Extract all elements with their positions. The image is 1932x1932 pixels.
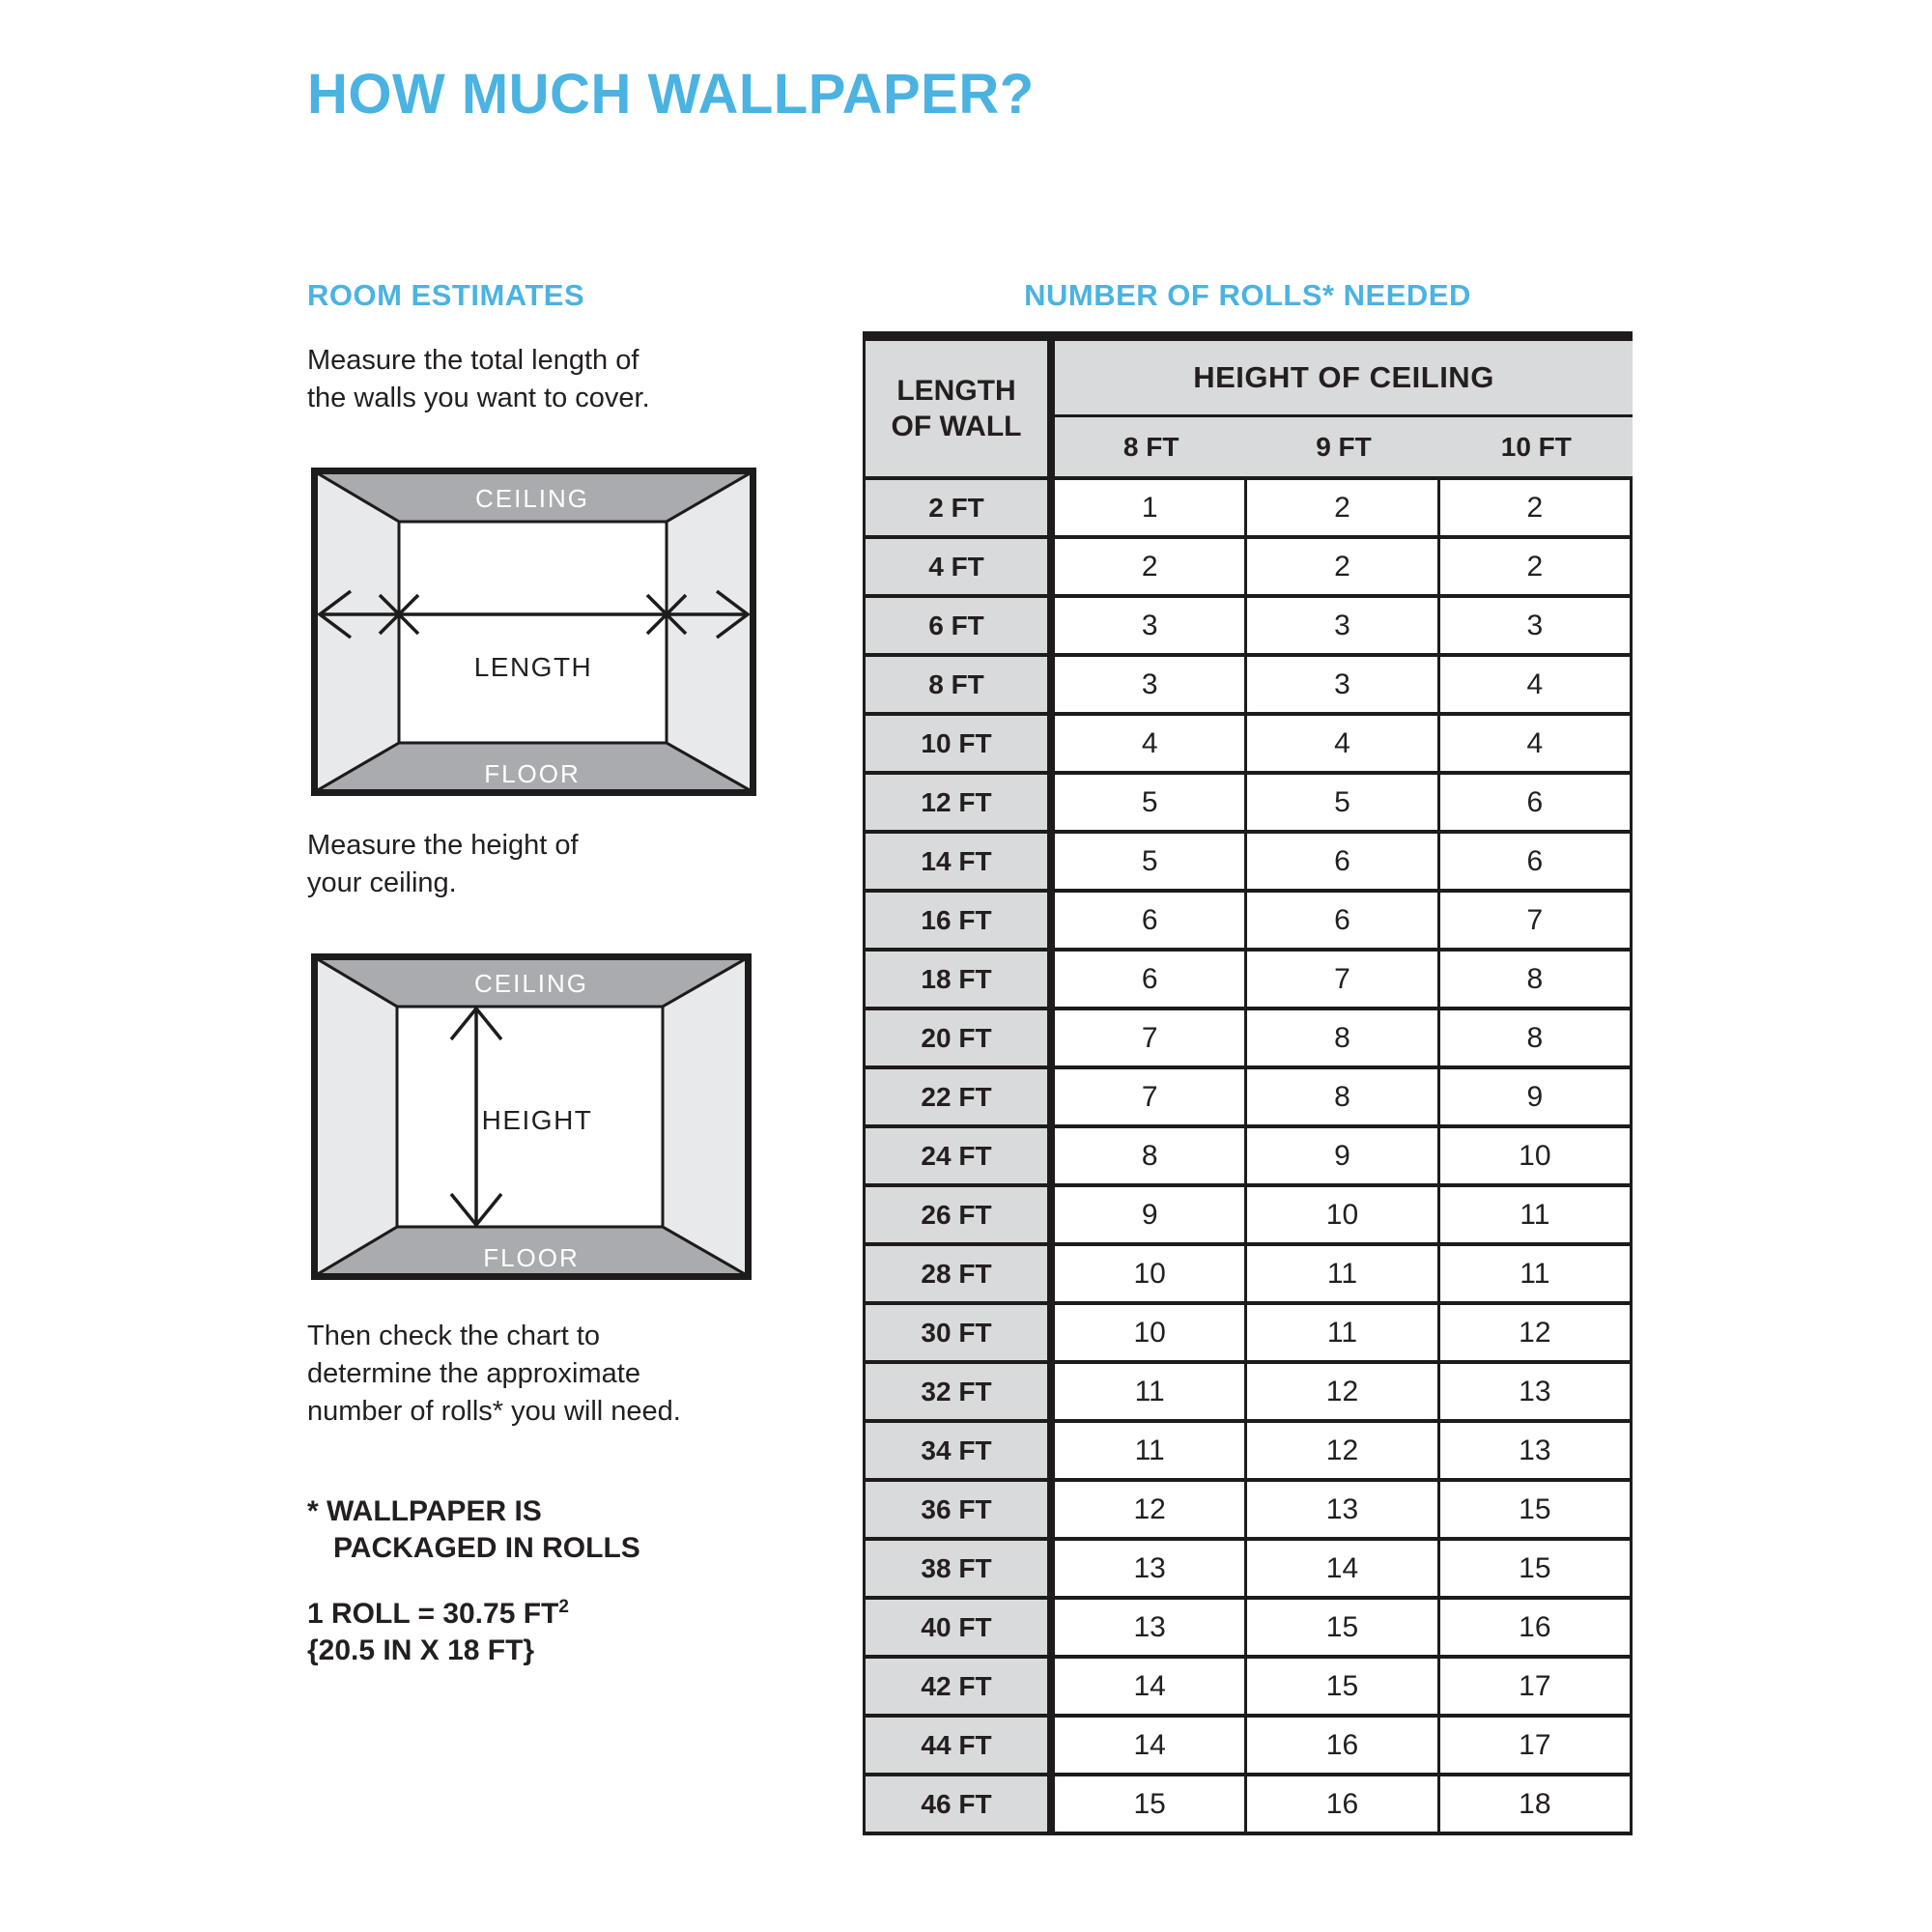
- roll-count-cell: 3: [1055, 598, 1247, 657]
- table-header-row: [866, 341, 1633, 417]
- roll-count-cell: 15: [1440, 1541, 1633, 1600]
- room-height-diagram: [311, 953, 752, 1280]
- table-row: [866, 539, 1633, 598]
- body-text-line: Then check the chart to: [307, 1321, 601, 1351]
- page-title: HOW MUCH WALLPAPER?: [307, 63, 1035, 126]
- room-length-diagram: [311, 468, 756, 796]
- roll-count-cell: 14: [1055, 1659, 1247, 1718]
- body-text-line: Measure the total length of: [307, 345, 639, 376]
- body-text-line: number of rolls* you will need.: [307, 1396, 681, 1427]
- roll-count-cell: 4: [1247, 716, 1439, 775]
- wall-length-cell: 32 FT: [866, 1364, 1055, 1423]
- wall-length-cell: 28 FT: [866, 1246, 1055, 1305]
- roll-count-cell: 1: [1055, 480, 1247, 539]
- wall-length-cell: 46 FT: [866, 1776, 1055, 1835]
- wall-length-cell: 38 FT: [866, 1541, 1055, 1600]
- wall-length-cell: 24 FT: [866, 1128, 1055, 1187]
- roll-count-cell: 2: [1055, 539, 1247, 598]
- footnote-line: PACKAGED IN ROLLS: [333, 1532, 640, 1564]
- roll-count-cell: 13: [1055, 1541, 1247, 1600]
- table-row: [866, 480, 1633, 539]
- roll-size-line: {20.5 IN X 18 FT}: [307, 1634, 535, 1666]
- roll-count-cell: 2: [1247, 480, 1439, 539]
- length-label: LENGTH: [473, 652, 593, 682]
- roll-count-cell: 5: [1055, 834, 1247, 893]
- roll-count-cell: 13: [1440, 1423, 1633, 1482]
- table-row: [866, 893, 1633, 952]
- left-wall-surface: [316, 958, 397, 1275]
- ceiling-9ft-header: 9 FT: [1247, 417, 1439, 480]
- wall-length-cell: 2 FT: [866, 480, 1055, 539]
- right-wall-surface: [667, 472, 752, 791]
- table-row: [866, 1482, 1633, 1541]
- roll-count-cell: 15: [1247, 1659, 1439, 1718]
- body-text-line: Measure the height of: [307, 830, 579, 861]
- roll-count-cell: 10: [1055, 1246, 1247, 1305]
- squared-superscript: 2: [558, 1597, 569, 1617]
- roll-count-cell: 16: [1440, 1600, 1633, 1659]
- roll-count-cell: 5: [1055, 775, 1247, 834]
- wall-length-cell: 30 FT: [866, 1305, 1055, 1364]
- roll-count-cell: 6: [1055, 952, 1247, 1010]
- roll-count-cell: 13: [1055, 1600, 1247, 1659]
- body-text-line: determine the approximate: [307, 1358, 640, 1389]
- roll-count-cell: 9: [1247, 1128, 1439, 1187]
- table-row: [866, 716, 1633, 775]
- length-of-wall-header: LENGTH OF WALL: [866, 341, 1055, 480]
- table-row: [866, 657, 1633, 716]
- wall-length-cell: 4 FT: [866, 539, 1055, 598]
- wall-length-cell: 36 FT: [866, 1482, 1055, 1541]
- roll-count-cell: 7: [1055, 1010, 1247, 1069]
- roll-count-cell: 6: [1440, 775, 1633, 834]
- floor-label: FLOOR: [484, 759, 581, 788]
- rolls-table: [863, 331, 1633, 1835]
- roll-count-cell: 5: [1247, 775, 1439, 834]
- roll-count-cell: 14: [1055, 1718, 1247, 1776]
- measure-length-paragraph: [307, 342, 650, 417]
- roll-count-cell: 12: [1055, 1482, 1247, 1541]
- wall-length-cell: 10 FT: [866, 716, 1055, 775]
- table-row: [866, 1659, 1633, 1718]
- wall-length-cell: 16 FT: [866, 893, 1055, 952]
- roll-count-cell: 15: [1055, 1776, 1247, 1835]
- roll-count-cell: 8: [1247, 1010, 1439, 1069]
- roll-count-cell: 4: [1055, 716, 1247, 775]
- wall-length-cell: 14 FT: [866, 834, 1055, 893]
- roll-count-cell: 16: [1247, 1776, 1439, 1835]
- roll-count-cell: 17: [1440, 1659, 1633, 1718]
- roll-count-cell: 12: [1440, 1305, 1633, 1364]
- ceiling-10ft-header: 10 FT: [1440, 417, 1633, 480]
- measure-height-paragraph: [307, 827, 579, 902]
- wall-length-cell: 20 FT: [866, 1010, 1055, 1069]
- roll-count-cell: 11: [1055, 1364, 1247, 1423]
- table-row: [866, 1305, 1633, 1364]
- roll-count-cell: 16: [1247, 1718, 1439, 1776]
- table-row: [866, 1187, 1633, 1246]
- wall-length-cell: 12 FT: [866, 775, 1055, 834]
- wall-length-cell: 42 FT: [866, 1659, 1055, 1718]
- ceiling-8ft-header: 8 FT: [1055, 417, 1247, 480]
- roll-count-cell: 13: [1440, 1364, 1633, 1423]
- roll-count-cell: 3: [1440, 598, 1633, 657]
- roll-count-cell: 4: [1440, 716, 1633, 775]
- roll-count-cell: 8: [1247, 1069, 1439, 1128]
- wall-length-cell: 18 FT: [866, 952, 1055, 1010]
- wall-length-cell: 22 FT: [866, 1069, 1055, 1128]
- roll-count-cell: 7: [1440, 893, 1633, 952]
- roll-count-cell: 9: [1440, 1069, 1633, 1128]
- roll-count-cell: 11: [1055, 1423, 1247, 1482]
- roll-count-cell: 12: [1247, 1423, 1439, 1482]
- roll-count-cell: 15: [1247, 1600, 1439, 1659]
- body-text-line: your ceiling.: [307, 867, 457, 898]
- roll-count-cell: 9: [1055, 1187, 1247, 1246]
- table-row: [866, 1423, 1633, 1482]
- table-row: [866, 1600, 1633, 1659]
- roll-count-cell: 11: [1440, 1246, 1633, 1305]
- roll-count-cell: 3: [1055, 657, 1247, 716]
- rolls-needed-heading: NUMBER OF ROLLS* NEEDED: [1024, 278, 1471, 312]
- right-wall-surface: [663, 958, 747, 1275]
- roll-count-cell: 13: [1247, 1482, 1439, 1541]
- left-wall-surface: [316, 472, 399, 791]
- back-wall-surface: [399, 522, 667, 743]
- footnote-line: * WALLPAPER IS: [307, 1495, 542, 1527]
- roll-count-cell: 10: [1055, 1305, 1247, 1364]
- height-of-ceiling-header: HEIGHT OF CEILING: [1055, 341, 1633, 417]
- ceiling-label: CEILING: [473, 969, 589, 998]
- height-label: HEIGHT: [481, 1105, 593, 1135]
- roll-count-cell: 2: [1440, 539, 1633, 598]
- roll-count-cell: 7: [1055, 1069, 1247, 1128]
- roll-count-cell: 17: [1440, 1718, 1633, 1776]
- roll-count-cell: 4: [1440, 657, 1633, 716]
- wallpaper-rolls-footnote: [307, 1493, 640, 1567]
- roll-count-cell: 2: [1440, 480, 1633, 539]
- roll-count-cell: 10: [1247, 1187, 1439, 1246]
- roll-count-cell: 8: [1055, 1128, 1247, 1187]
- roll-count-cell: 8: [1440, 952, 1633, 1010]
- roll-count-cell: 15: [1440, 1482, 1633, 1541]
- body-text-line: the walls you want to cover.: [307, 383, 650, 413]
- roll-count-cell: 11: [1247, 1305, 1439, 1364]
- roll-count-cell: 11: [1440, 1187, 1633, 1246]
- wall-length-cell: 44 FT: [866, 1718, 1055, 1776]
- table-row: [866, 1069, 1633, 1128]
- roll-count-cell: 2: [1247, 539, 1439, 598]
- wall-length-cell: 26 FT: [866, 1187, 1055, 1246]
- table-row: [866, 598, 1633, 657]
- roll-count-cell: 11: [1247, 1246, 1439, 1305]
- table-row: [866, 1541, 1633, 1600]
- table-row: [866, 1128, 1633, 1187]
- rolls-table-body: [866, 480, 1633, 1835]
- roll-size-line: 1 ROLL = 30.75 $FT^2$: [307, 1597, 569, 1630]
- roll-count-cell: 6: [1440, 834, 1633, 893]
- roll-count-cell: 7: [1247, 952, 1439, 1010]
- check-chart-paragraph: [307, 1318, 681, 1431]
- wall-length-cell: 6 FT: [866, 598, 1055, 657]
- roll-count-cell: 6: [1247, 893, 1439, 952]
- roll-count-cell: 18: [1440, 1776, 1633, 1835]
- wall-length-cell: 8 FT: [866, 657, 1055, 716]
- roll-count-cell: 10: [1440, 1128, 1633, 1187]
- ceiling-label: CEILING: [474, 484, 590, 513]
- roll-count-cell: 14: [1247, 1541, 1439, 1600]
- roll-count-cell: 6: [1055, 893, 1247, 952]
- table-row: [866, 1364, 1633, 1423]
- wall-length-cell: 34 FT: [866, 1423, 1055, 1482]
- table-row: [866, 1776, 1633, 1835]
- table-row: [866, 1718, 1633, 1776]
- table-row: [866, 1246, 1633, 1305]
- floor-label: FLOOR: [483, 1243, 580, 1272]
- wall-length-cell: 40 FT: [866, 1600, 1055, 1659]
- roll-count-cell: 3: [1247, 657, 1439, 716]
- room-estimates-heading: ROOM ESTIMATES: [307, 278, 585, 312]
- table-row: [866, 775, 1633, 834]
- table-row: [866, 952, 1633, 1010]
- roll-count-cell: 6: [1247, 834, 1439, 893]
- roll-size-note: [307, 1596, 569, 1669]
- table-row: [866, 834, 1633, 893]
- roll-count-cell: 3: [1247, 598, 1439, 657]
- roll-count-cell: 12: [1247, 1364, 1439, 1423]
- table-row: [866, 1010, 1633, 1069]
- roll-count-cell: 8: [1440, 1010, 1633, 1069]
